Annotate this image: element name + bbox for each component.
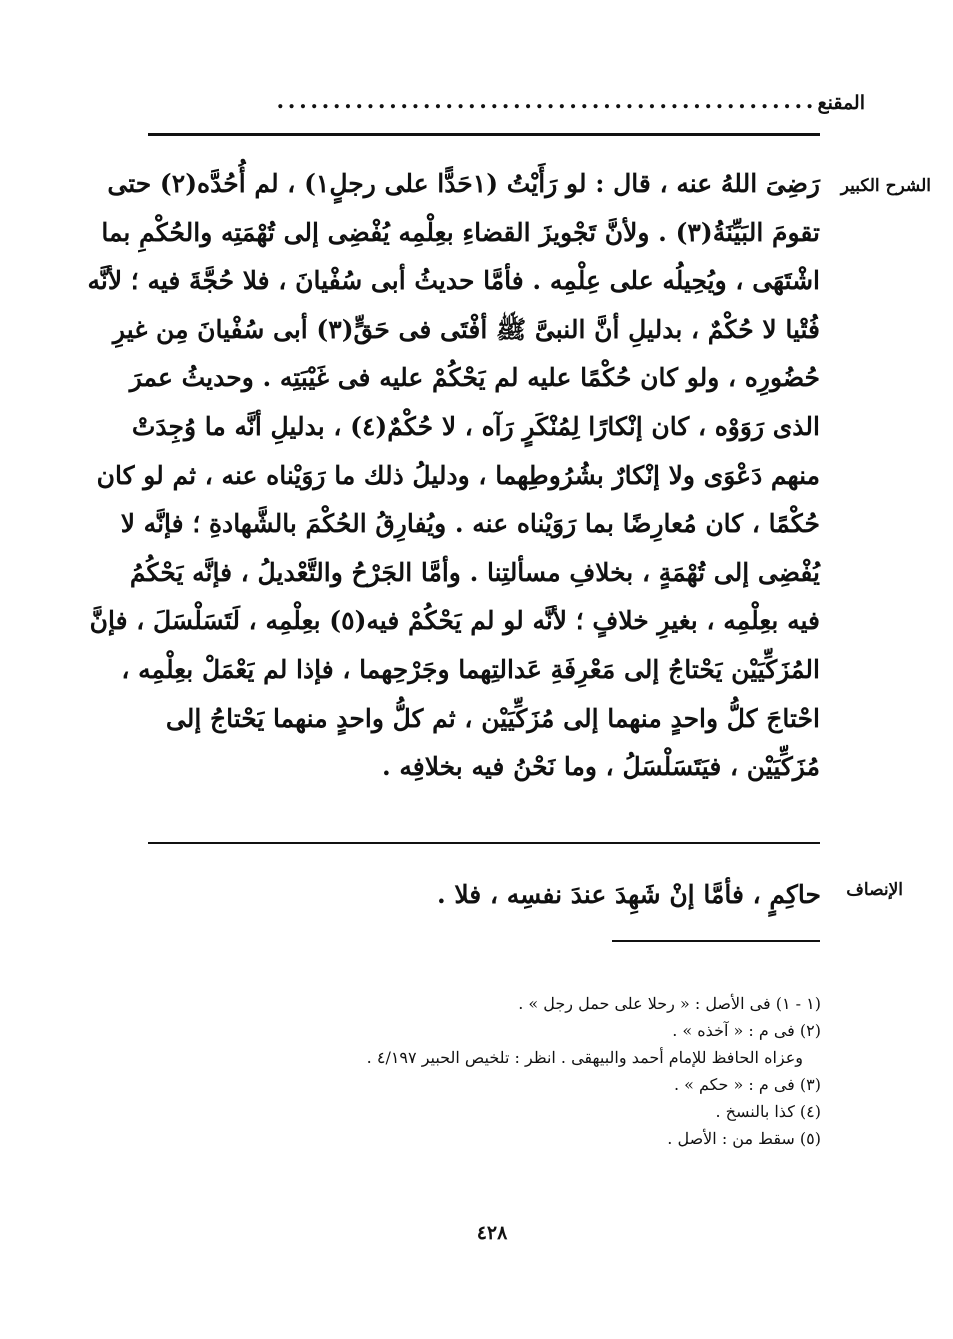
footnote: وعزاه الحافظ للإمام أحمد والبيهقى . انظر : تلخيص الحبير ٤/١٩٧ . — [366, 1048, 803, 1067]
footnote: (٥) سقط من : الأصل . — [667, 1129, 821, 1148]
text-line: فُتْيا لا حُكْمٌ ، بدليلِ أنَّ النبىَّ ﷺ أفْتَى فى حَقٍّ(٣) أبى سُفْيانَ مِن غيرِ — [112, 314, 820, 344]
footnotes — [261, 990, 821, 1152]
text-line: يُفْضِى إلى تُهْمَةٍ ، بخلافِ مسألتِنا . وأمَّا الجَرْحُ والتَّعْديلُ ، فإنَّه يَحْكُمُ — [129, 557, 820, 587]
insaf-text: حاكِمٍ ، فأمَّا إنْ شَهِدَ عندَ نفسِه ، فلا . — [436, 880, 821, 909]
side-label-insaf: الإنصاف — [846, 880, 903, 900]
text-line: مُزَكِّيَيْن ، فيَتَسَلْسَلُ ، وما نَحْنُ فيه بخلافِه . — [381, 752, 820, 782]
page-number: ٤٢٨ — [476, 1222, 508, 1244]
main-commentary-text — [87, 160, 820, 792]
text-line: منهم دَعْوَى ولا إنْكارٌ بشُرُوطِهما ، ودليلُ ذلك ما رَوَيْناه عنه ، ثم لو كان — [96, 460, 820, 490]
text-line: فيه بعِلْمِه ، بغيرِ خلافٍ ؛ لأنَّه لو لم يَحْكُمْ فيه(٥) بعِلْمِه ، لَتَسَلْسَلَ ، فإنَّ — [89, 606, 820, 636]
header-dotted-leader: ................................................ — [276, 88, 817, 114]
text-line: رَضِىَ اللهُ عنه ، قال : لو رَأَيْتُ (١حَدًّا على رجلٍ١) ، لم أُحُدَّه(٢) حتى — [107, 169, 820, 198]
section-divider — [148, 842, 820, 844]
text-line: الذى رَوَوْه ، كان إنْكارًا لِمُنْكَرٍ رَآه ، لا حُكْمٌ(٤) ، بدليلِ أنَّه ما وُجِدَتْ — [131, 411, 820, 441]
text-line: تقومَ البَيِّنَةُ(٣) . ولأنَّ تَجْويزَ القضاءِ بعِلْمِه يُفْضِى إلى تُهْمَتِه والحُكْمِ بما — [101, 217, 820, 247]
footnote: (٢) فى م : « آخذه » . — [672, 1021, 821, 1040]
running-header-title: المقنع — [817, 92, 865, 114]
text-line: حُضُورِه ، ولو كان حُكْمًا عليه لم يَحْكُمْ عليه فى غَيْبَتِه . وحديثُ عمرَ — [129, 363, 820, 393]
footnote: (٤) كذا بالنسخ . — [715, 1102, 821, 1121]
text-line: حُكْمًا ، كان مُعارِضًا بما رَوَيْناه عنه . ويُفارِقُ الحُكْمَ بالشَّهادةِ ؛ فإنَّه لا — [120, 509, 820, 539]
footnote-divider — [612, 940, 820, 942]
side-label-sharh: الشرح الكبير — [840, 176, 931, 196]
footnote: (١ - ١) فى الأصل : « رحلا على حمل رجل » . — [518, 994, 821, 1013]
text-line: المُزَكِّيَيْن يَحْتاجُ إلى مَعْرِفَةِ عَدالتِهما وجَرْحِهما ، فإذا لم يَعْمَلْ بعِلْمِه ، — [121, 654, 820, 684]
header-rule — [148, 133, 820, 136]
text-line: احْتاجَ كلُّ واحدٍ منهما إلى مُزَكِّيَيْن ، ثم كلُّ واحدٍ منهما يَحْتاجُ إلى — [165, 703, 820, 733]
text-line: اشْتَهَى ، ويُحِيلُه على عِلْمِه . فأمَّا حديثُ أبى سُفْيانَ ، فلا حُجَّةَ فيه ؛ لأنَّه — [87, 266, 820, 296]
footnote: (٣) فى م : « حكم » . — [673, 1075, 821, 1094]
